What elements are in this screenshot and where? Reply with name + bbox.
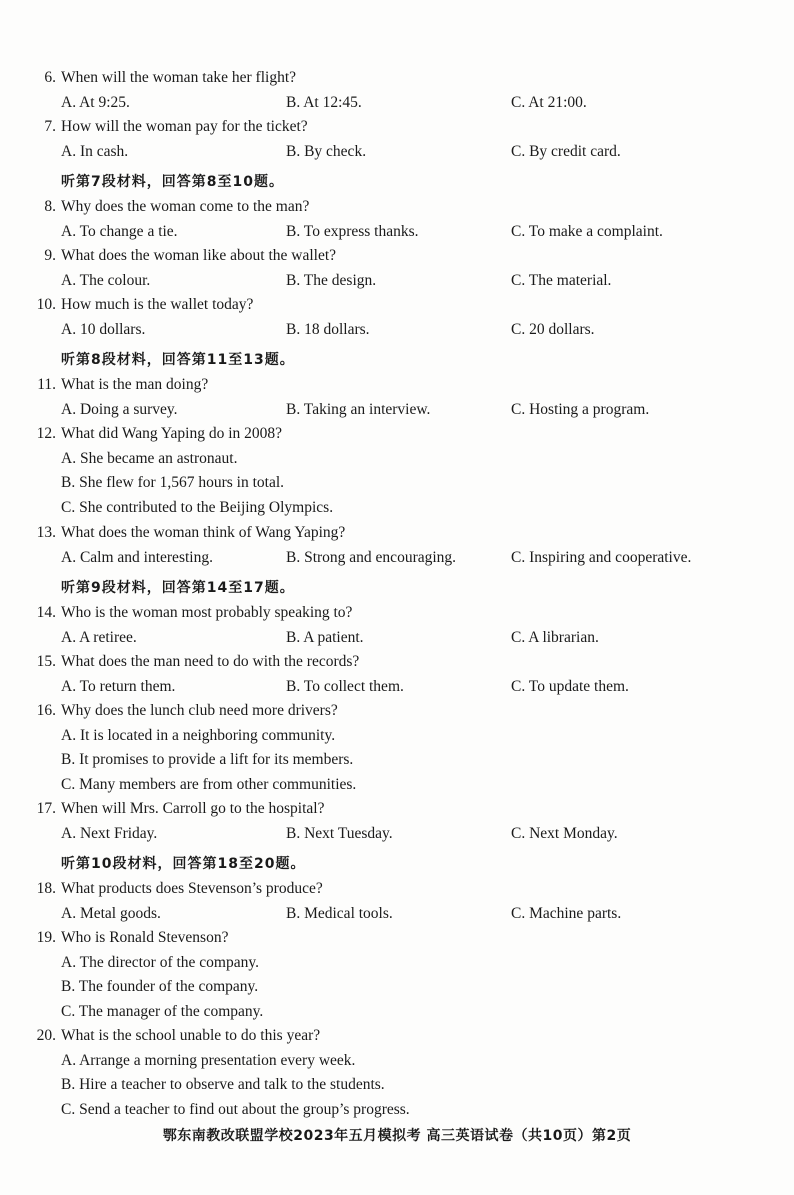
option-a: A. At 9:25. [61,94,130,111]
option-c: C. Machine parts. [511,905,622,922]
option-c: C. Send a teacher to find out about the group’s progress. [61,1101,410,1118]
question-text: Why does the woman come to the man? [61,198,310,215]
option-a: A. Arrange a morning presentation every week. [61,1052,356,1069]
question-text: What does the woman like about the wallet? [61,247,337,264]
question-number: 18. [36,880,56,897]
option-b: B. 18 dollars. [286,321,370,338]
question-number: 6. [44,69,56,86]
option-c: C. Hosting a program. [511,401,650,418]
option-b: B. Next Tuesday. [286,825,393,842]
question-number: 8. [44,198,56,215]
option-c: C. At 21:00. [511,94,587,111]
option-c: C. To update them. [511,678,629,695]
section-heading: 听第8段材料，回答第11至13题。 [61,352,295,368]
option-c: C. She contributed to the Beijing Olympics. [61,499,334,516]
question-number: 19. [36,929,56,946]
option-b: B. It promises to provide a lift for its members. [61,751,354,768]
option-b: B. By check. [286,143,367,160]
question-number: 9. [44,247,56,264]
question-text: What does the woman think of Wang Yaping? [61,524,346,541]
question-number: 14. [36,604,56,621]
option-b: B. The design. [286,272,377,289]
option-b: B. To collect them. [286,678,404,695]
option-a: A. Calm and interesting. [61,549,213,566]
question-number: 11. [37,376,56,393]
question-number: 13. [36,524,56,541]
question-text: What does the man need to do with the records? [61,653,360,670]
question-text: What is the man doing? [61,376,209,393]
option-b: B. She flew for 1,567 hours in total. [61,474,285,491]
option-a: A. To return them. [61,678,176,695]
option-c: C. Many members are from other communities. [61,776,357,793]
question-number: 10. [36,296,56,313]
option-c: C. A librarian. [511,629,599,646]
option-c: C. 20 dollars. [511,321,595,338]
option-c: C. Inspiring and cooperative. [511,549,692,566]
option-c: C. Next Monday. [511,825,618,842]
option-b: B. Hire a teacher to observe and talk to the students. [61,1076,385,1093]
question-text: When will Mrs. Carroll go to the hospital? [61,800,325,817]
option-c: C. The manager of the company. [61,1003,264,1020]
option-a: A. The director of the company. [61,954,259,971]
page-footer: 鄂东南教改联盟学校2023年五月模拟考 高三英语试卷（共10页）第2页 [162,1128,632,1144]
question-text: How much is the wallet today? [61,296,254,313]
question-number: 17. [36,800,56,817]
option-a: A. 10 dollars. [61,321,146,338]
option-a: A. Next Friday. [61,825,158,842]
option-b: B. Taking an interview. [286,401,431,418]
question-number: 12. [36,425,56,442]
option-b: B. Medical tools. [286,905,393,922]
option-c: C. The material. [511,272,612,289]
question-text: What is the school unable to do this year? [61,1027,321,1044]
question-text: Why does the lunch club need more drivers? [61,702,338,719]
question-text: How will the woman pay for the ticket? [61,118,308,135]
option-b: B. A patient. [286,629,364,646]
section-heading: 听第10段材料，回答第18至20题。 [61,856,306,872]
question-number: 15. [36,653,56,670]
section-heading: 听第9段材料，回答第14至17题。 [61,580,295,596]
question-text: When will the woman take her flight? [61,69,297,86]
option-b: B. At 12:45. [286,94,362,111]
option-c: C. To make a complaint. [511,223,663,240]
question-number: 20. [36,1027,56,1044]
question-number: 16. [36,702,56,719]
option-b: B. Strong and encouraging. [286,549,457,566]
question-text: Who is the woman most probably speaking to? [61,604,353,621]
question-number: 7. [44,118,56,135]
option-a: A. She became an astronaut. [61,450,238,467]
option-a: A. To change a tie. [61,223,178,240]
option-b: B. To express thanks. [286,223,419,240]
option-a: A. A retiree. [61,629,137,646]
option-b: B. The founder of the company. [61,978,259,995]
question-text: What products does Stevenson’s produce? [61,880,323,897]
section-heading: 听第7段材料，回答第8至10题。 [61,174,284,190]
option-a: A. It is located in a neighboring community. [61,727,336,744]
option-a: A. In cash. [61,143,129,160]
option-a: A. Doing a survey. [61,401,178,418]
option-c: C. By credit card. [511,143,621,160]
option-a: A. The colour. [61,272,151,289]
question-text: Who is Ronald Stevenson? [61,929,229,946]
option-a: A. Metal goods. [61,905,161,922]
question-text: What did Wang Yaping do in 2008? [61,425,283,442]
